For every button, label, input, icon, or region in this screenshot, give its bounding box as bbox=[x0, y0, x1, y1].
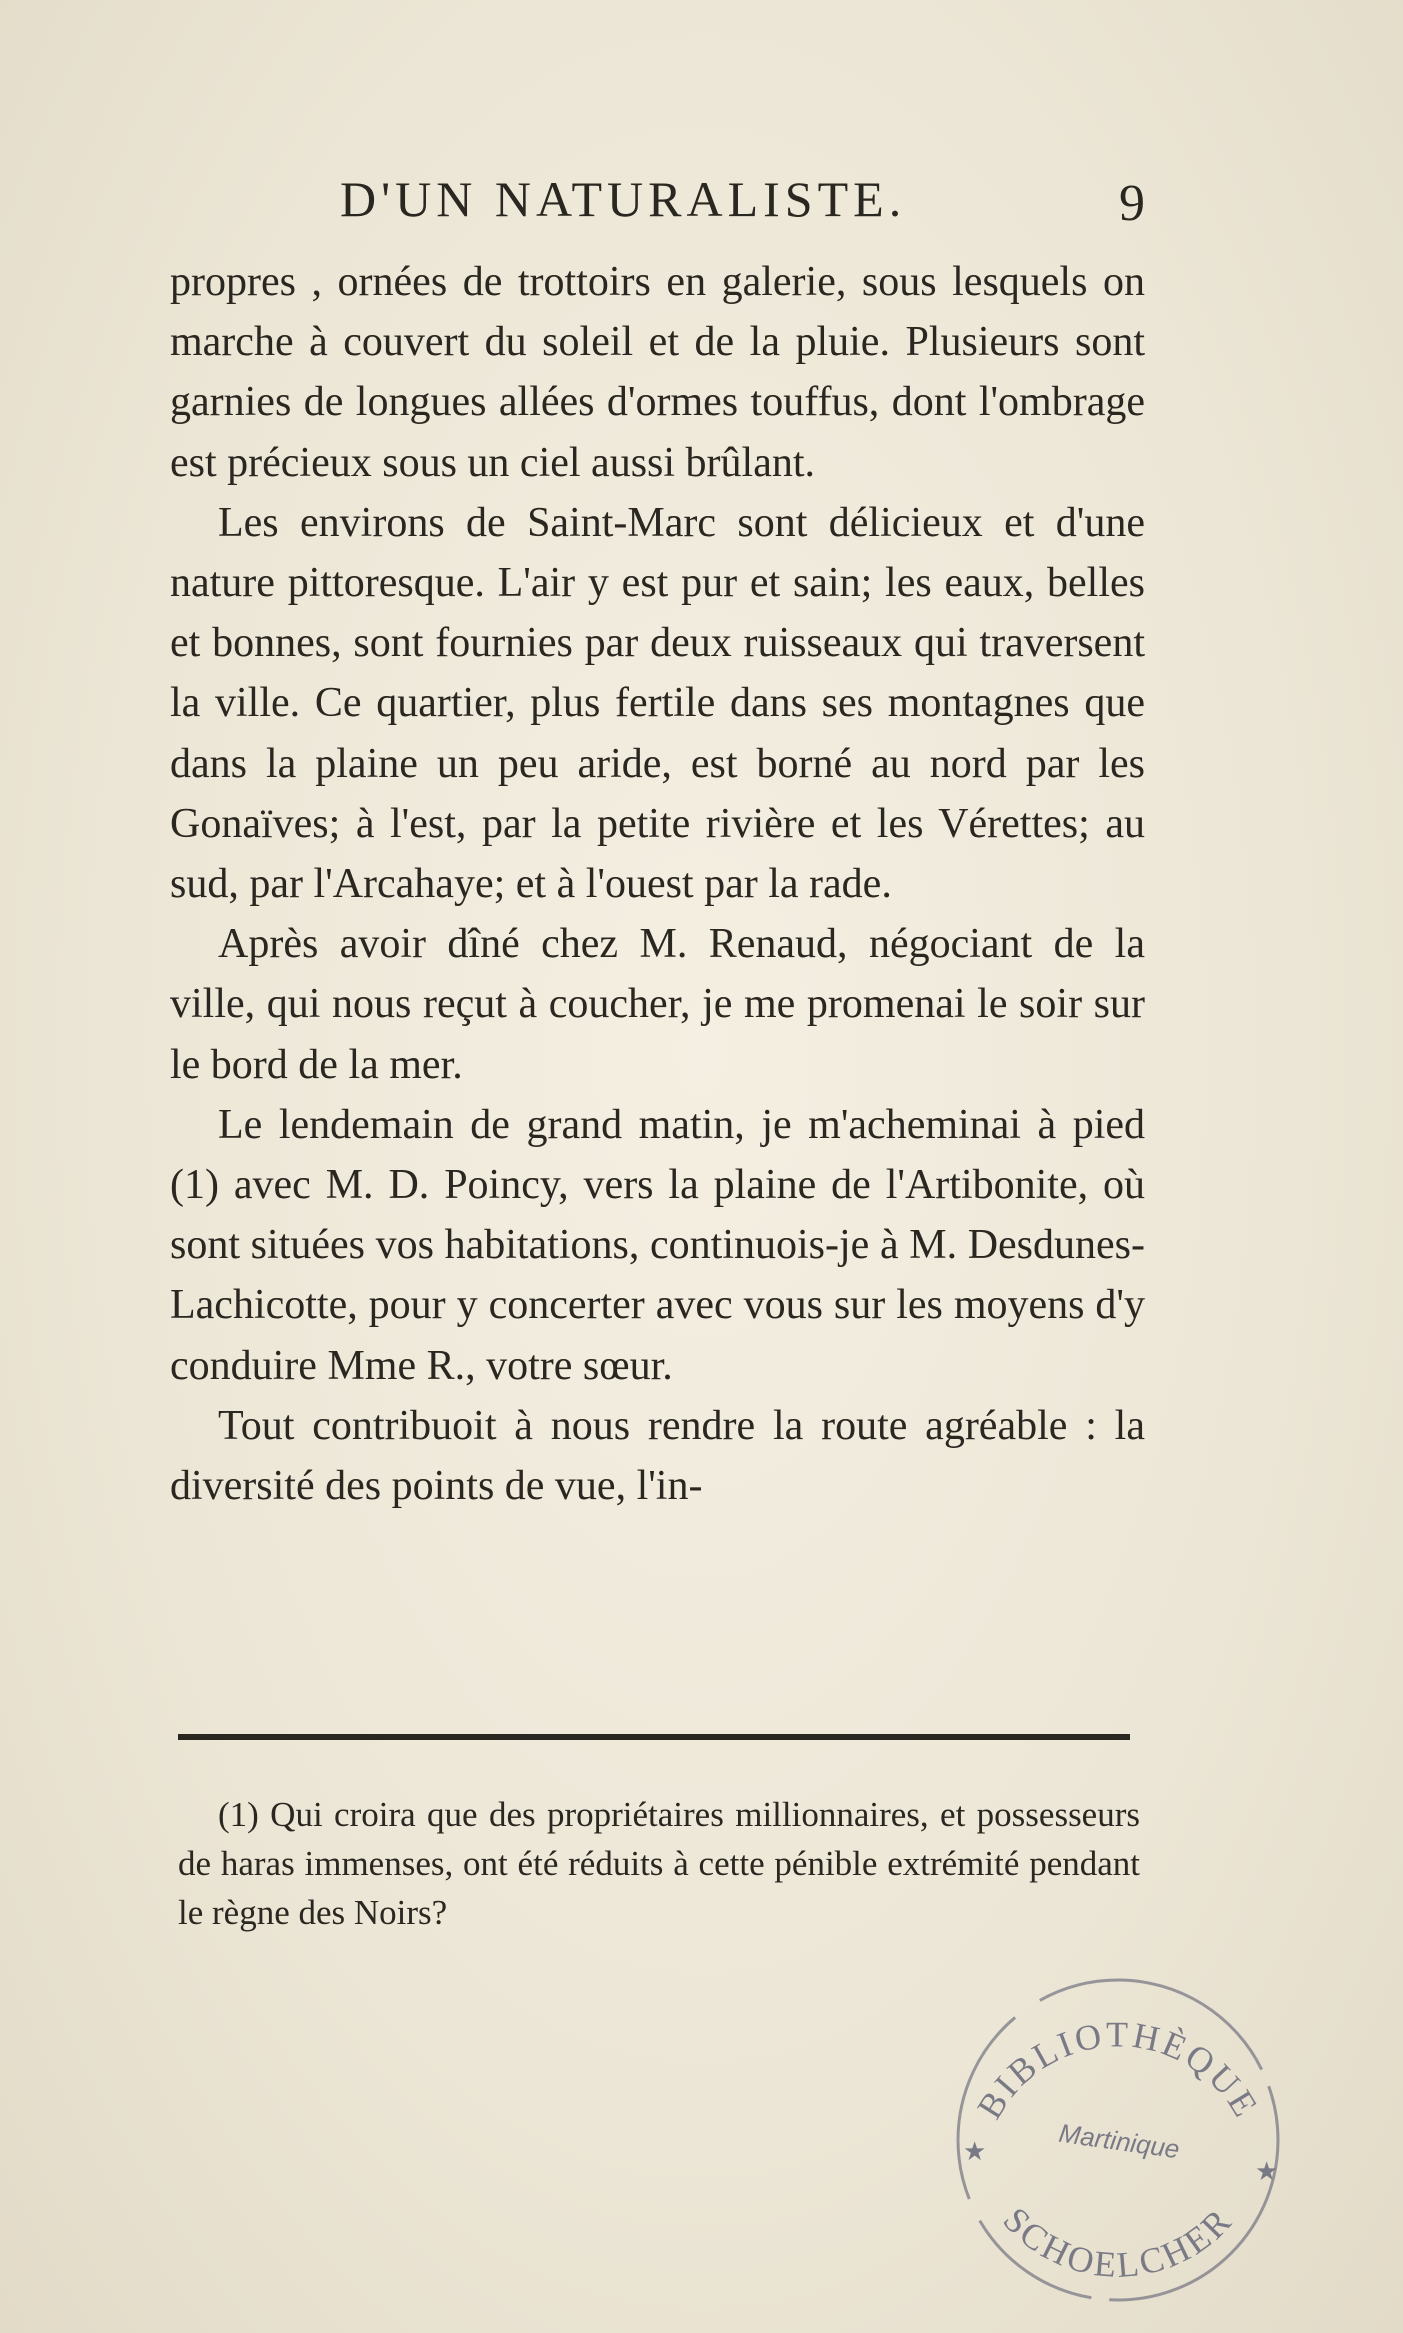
stamp-top-text: BIBLIOTHÈQUE bbox=[969, 2014, 1267, 2126]
paragraph: Le lendemain de grand matin, je m'acheminai à pied (1) avec M. D. Poincy, vers la plaine de l'Artibonite, où sont situées vos habitations, continuois-je à M. Desdunes-Lachicotte, pour y concerter avec vous sur les moyens d'y conduire Mme R., votre sœur. bbox=[170, 1101, 1145, 1389]
paragraph: propres , ornées de trottoirs en galerie, sous lesquels on marche à couvert du soleil et de la pluie. Plusieurs sont garnies de longues allées d'ormes touffus, dont l'ombrage est précieux sous un ciel aussi brûlant. bbox=[170, 259, 1145, 486]
paragraph: Après avoir dîné chez M. Renaud, négociant de la ville, qui nous reçut à coucher, je me promenai le soir sur le bord de la mer. bbox=[170, 921, 1145, 1088]
stamp-graphic bbox=[933, 1945, 1303, 2315]
paragraph: Tout contribuoit à nous rendre la route agréable : la diversité des points de vue, l'in- bbox=[170, 1402, 1145, 1510]
footnote: (1) Qui croira que des propriétaires millionnaires, et possesseurs de haras immenses, ont été réduits à cette pénible extrémité pendant le règne des Noirs? bbox=[178, 1795, 1140, 1932]
star-icon: ★ bbox=[1255, 2157, 1279, 2187]
running-title: D'UN NATURALISTE. bbox=[340, 171, 907, 227]
footnote-rule bbox=[178, 1734, 1130, 1740]
page-number: 9 bbox=[1119, 175, 1145, 232]
stamp-center-text: Martinique bbox=[1057, 2117, 1182, 2165]
svg-text:BIBLIOTHÈQUE bbox=[969, 2014, 1267, 2125]
star-icon: ★ bbox=[963, 2137, 987, 2167]
svg-text:SCHOELCHER bbox=[996, 2199, 1241, 2285]
body-text bbox=[170, 252, 1145, 1516]
stamp-bottom-text: SCHOELCHER bbox=[995, 2199, 1241, 2286]
library-stamp bbox=[933, 1945, 1303, 2315]
running-head bbox=[170, 170, 1145, 240]
paragraph: Les environs de Saint-Marc sont délicieux et d'une nature pittoresque. L'air y est pur et sain; les eaux, belles et bonnes, sont fournies par deux ruisseaux qui traversent la ville. Ce quartier, plus fertile dans ses montagnes que dans la plaine un peu aride, est borné au nord par les Gonaïves; à l'est, par la petite rivière et les Vérettes; au sud, par l'Arcahaye; et à l'ouest par la rade. bbox=[170, 499, 1145, 908]
